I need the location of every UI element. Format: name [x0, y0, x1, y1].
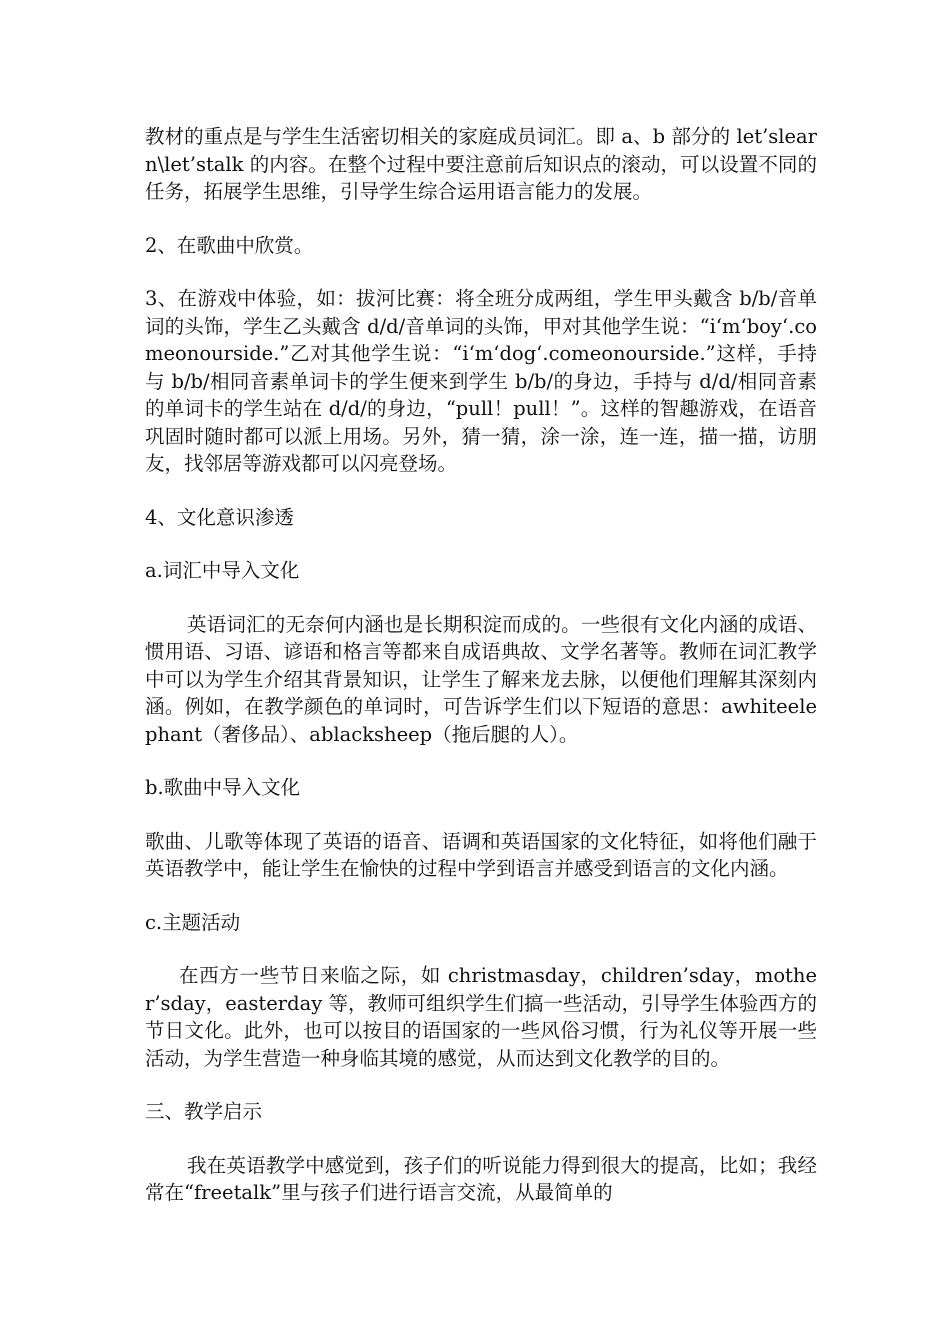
paragraph-textbook-focus: 教材的重点是与学生生活密切相关的家庭成员词汇。即 a、b 部分的 let’slearn\let’stalk 的内容。在整个过程中要注意前后知识点的滚动，可以设置不同的任务，拓展学生思维，引导学生综合运用语言能力的发展。: [145, 125, 817, 203]
heading-teaching-insights: 三、教学启示: [145, 1100, 263, 1123]
paragraph-songs-culture: 歌曲、儿歌等体现了英语的语音、语调和英语国家的文化特征，如将他们融于英语教学中，能让学生在愉快的过程中学到语言并感受到语言的文化内涵。: [145, 829, 817, 880]
heading-theme-activities: c.主题活动: [145, 910, 241, 934]
heading-vocabulary-culture: a.词汇中导入文化: [145, 559, 300, 582]
heading-songs-appreciation: 2、在歌曲中欣赏。: [145, 233, 314, 257]
paragraph-vocabulary-culture: 英语词汇的无奈何内涵也是长期积淀而成的。一些很有文化内涵的成语、惯用语、习语、谚语和格言等都来自成语典故、文学名著等。教师在词汇教学中可以为学生介绍其背景知识，让学生了解来龙去脉，以便他们理解其深刻内涵。例如，在教学颜色的单词时，可告诉学生们以下短语的意思：awhiteelephant（奢侈品）、ablacksheep（拖后腿的人）。: [145, 612, 817, 746]
paragraph-teaching-insights: 我在英语教学中感觉到，孩子们的听说能力得到很大的提高，比如；我经常在“freetalk”里与孩子们进行语言交流，从最简单的: [145, 1153, 817, 1204]
heading-cultural-awareness: 4、文化意识渗透: [145, 505, 294, 529]
paragraph-games-experience: 3、在游戏中体验，如：拔河比赛：将全班分成两组，学生甲头戴含 b/b/音单词的头饰，学生乙头戴含 d/d/音单词的头饰，甲对其他学生说：“i‘m‘boy‘.comeonourside.”乙对其他学生说：“i‘m‘dog‘.comeonourside.”这样，手持与 b/b/相同音素单词卡的学生便来到学生 b/b/的身边，手持与 d/d/相同音素的单词卡的学生站在 d/d/的身边，“pull！pull！”。这样的智趣游戏，在语音巩固时随时都可以派上用场。另外，猜一猜，涂一涂，连一连，描一描，访朋友，找邻居等游戏都可以闪亮登场。: [145, 287, 817, 475]
paragraph-theme-activities: 在西方一些节日来临之际，如 christmasday，children’sday，mother’sday，easterday 等，教师可组织学生们搞一些活动，引导学生体验西方的节日文化。此外，也可以按目的语国家的一些风俗习惯，行为礼仪等开展一些活动，为学生营造一种身临其境的感觉，从而达到文化教学的目的。: [145, 964, 817, 1070]
heading-songs-culture: b.歌曲中导入文化: [145, 776, 301, 799]
document-body: [145, 123, 817, 1233]
